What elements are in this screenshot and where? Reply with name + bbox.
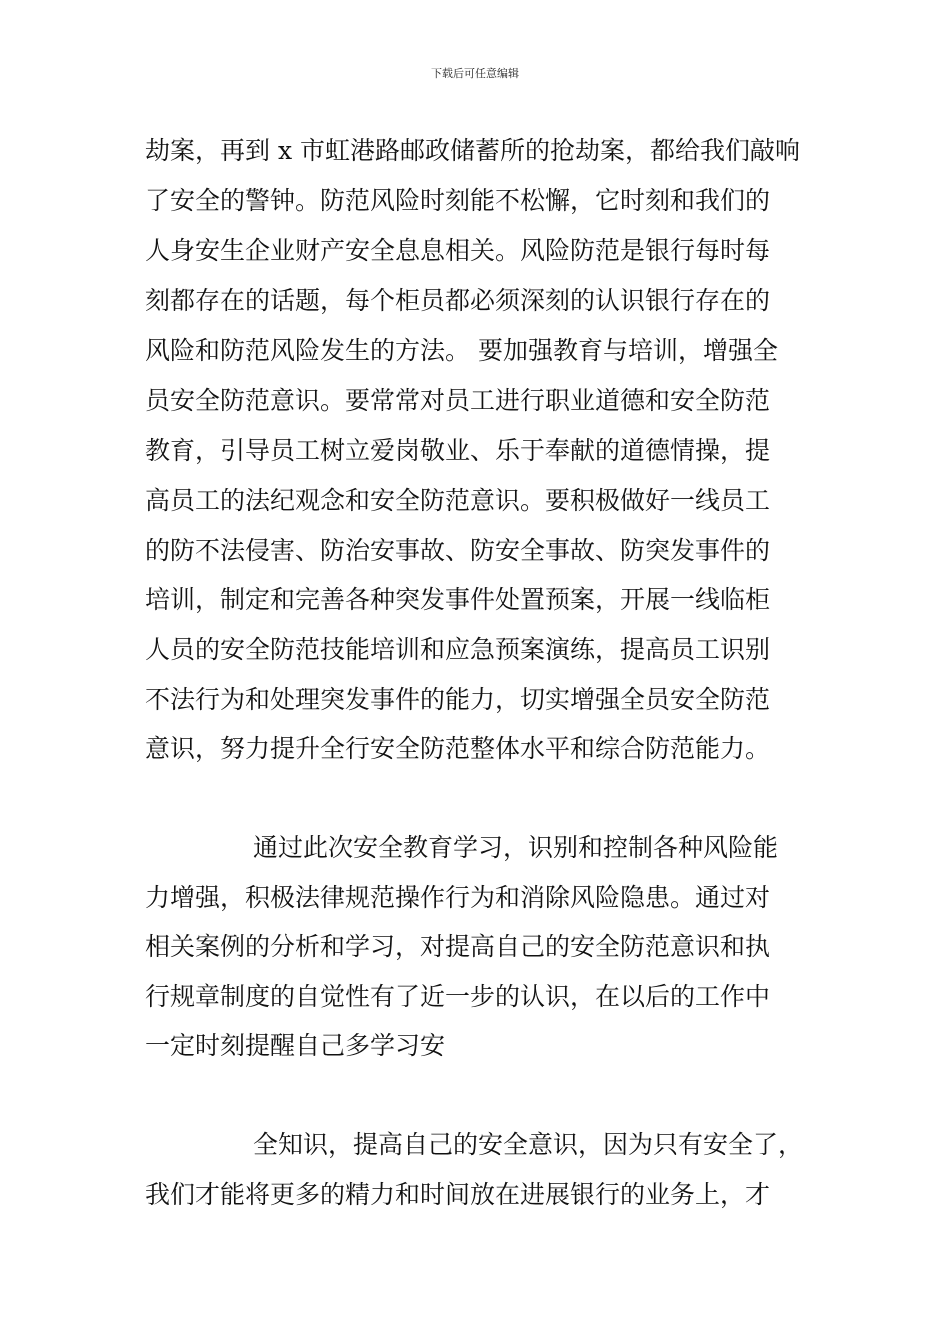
text-line: 力增强，积极法律规范操作行为和消除风险隐患。通过对 <box>145 883 771 912</box>
text-line: 通过此次安全教育学习，识别和控制各种风险能 <box>253 833 779 862</box>
text-line: 培训，制定和完善各种突发事件处置预案，开展一线临柜 <box>145 585 771 614</box>
page-header: 下载后可任意编辑 <box>431 67 519 80</box>
text-line: 我们才能将更多的精力和时间放在进展银行的业务上，才 <box>145 1180 771 1209</box>
text-line: 高员工的法纪观念和安全防范意识。要积极做好一线员工 <box>145 486 771 515</box>
text-line: 的防不法侵害、防治安事故、防安全事故、防突发事件的 <box>145 536 771 565</box>
text-line: 刻都存在的话题，每个柜员都必须深刻的认识银行存在的 <box>145 286 771 315</box>
text-line: 行规章制度的自觉性有了近一步的认识，在以后的工作中 <box>145 982 771 1011</box>
text-line: 相关案例的分析和学习，对提高自己的安全防范意识和执 <box>145 932 771 961</box>
text-line: 一定时刻提醒自己多学习安 <box>145 1031 446 1060</box>
text-line: 不法行为和处理突发事件的能力，切实增强全员安全防范 <box>145 685 771 714</box>
text-line: 了安全的警钟。防范风险时刻能不松懈，它时刻和我们的 <box>145 186 771 215</box>
text-line: 全知识，提高自己的安全意识，因为只有安全了， <box>253 1130 804 1159</box>
text-line: 意识，努力提升全行安全防范整体水平和综合防范能力。 <box>145 734 771 763</box>
text-line: 风险和防范风险发生的方法。 要加强教育与培训，增强全 <box>145 336 778 365</box>
text-line: 人员的安全防范技能培训和应急预案演练，提高员工识别 <box>145 635 771 664</box>
text-line: 人身安生企业财产安全息息相关。风险防范是银行每时每 <box>145 236 771 265</box>
text-line: 教育，引导员工树立爱岗敬业、乐于奉献的道德情操，提 <box>145 436 771 465</box>
text-line: 员安全防范意识。要常常对员工进行职业道德和安全防范 <box>145 386 771 415</box>
text-line: 劫案，再到 x 市虹港路邮政储蓄所的抢劫案，都给我们敲响 <box>145 136 800 165</box>
